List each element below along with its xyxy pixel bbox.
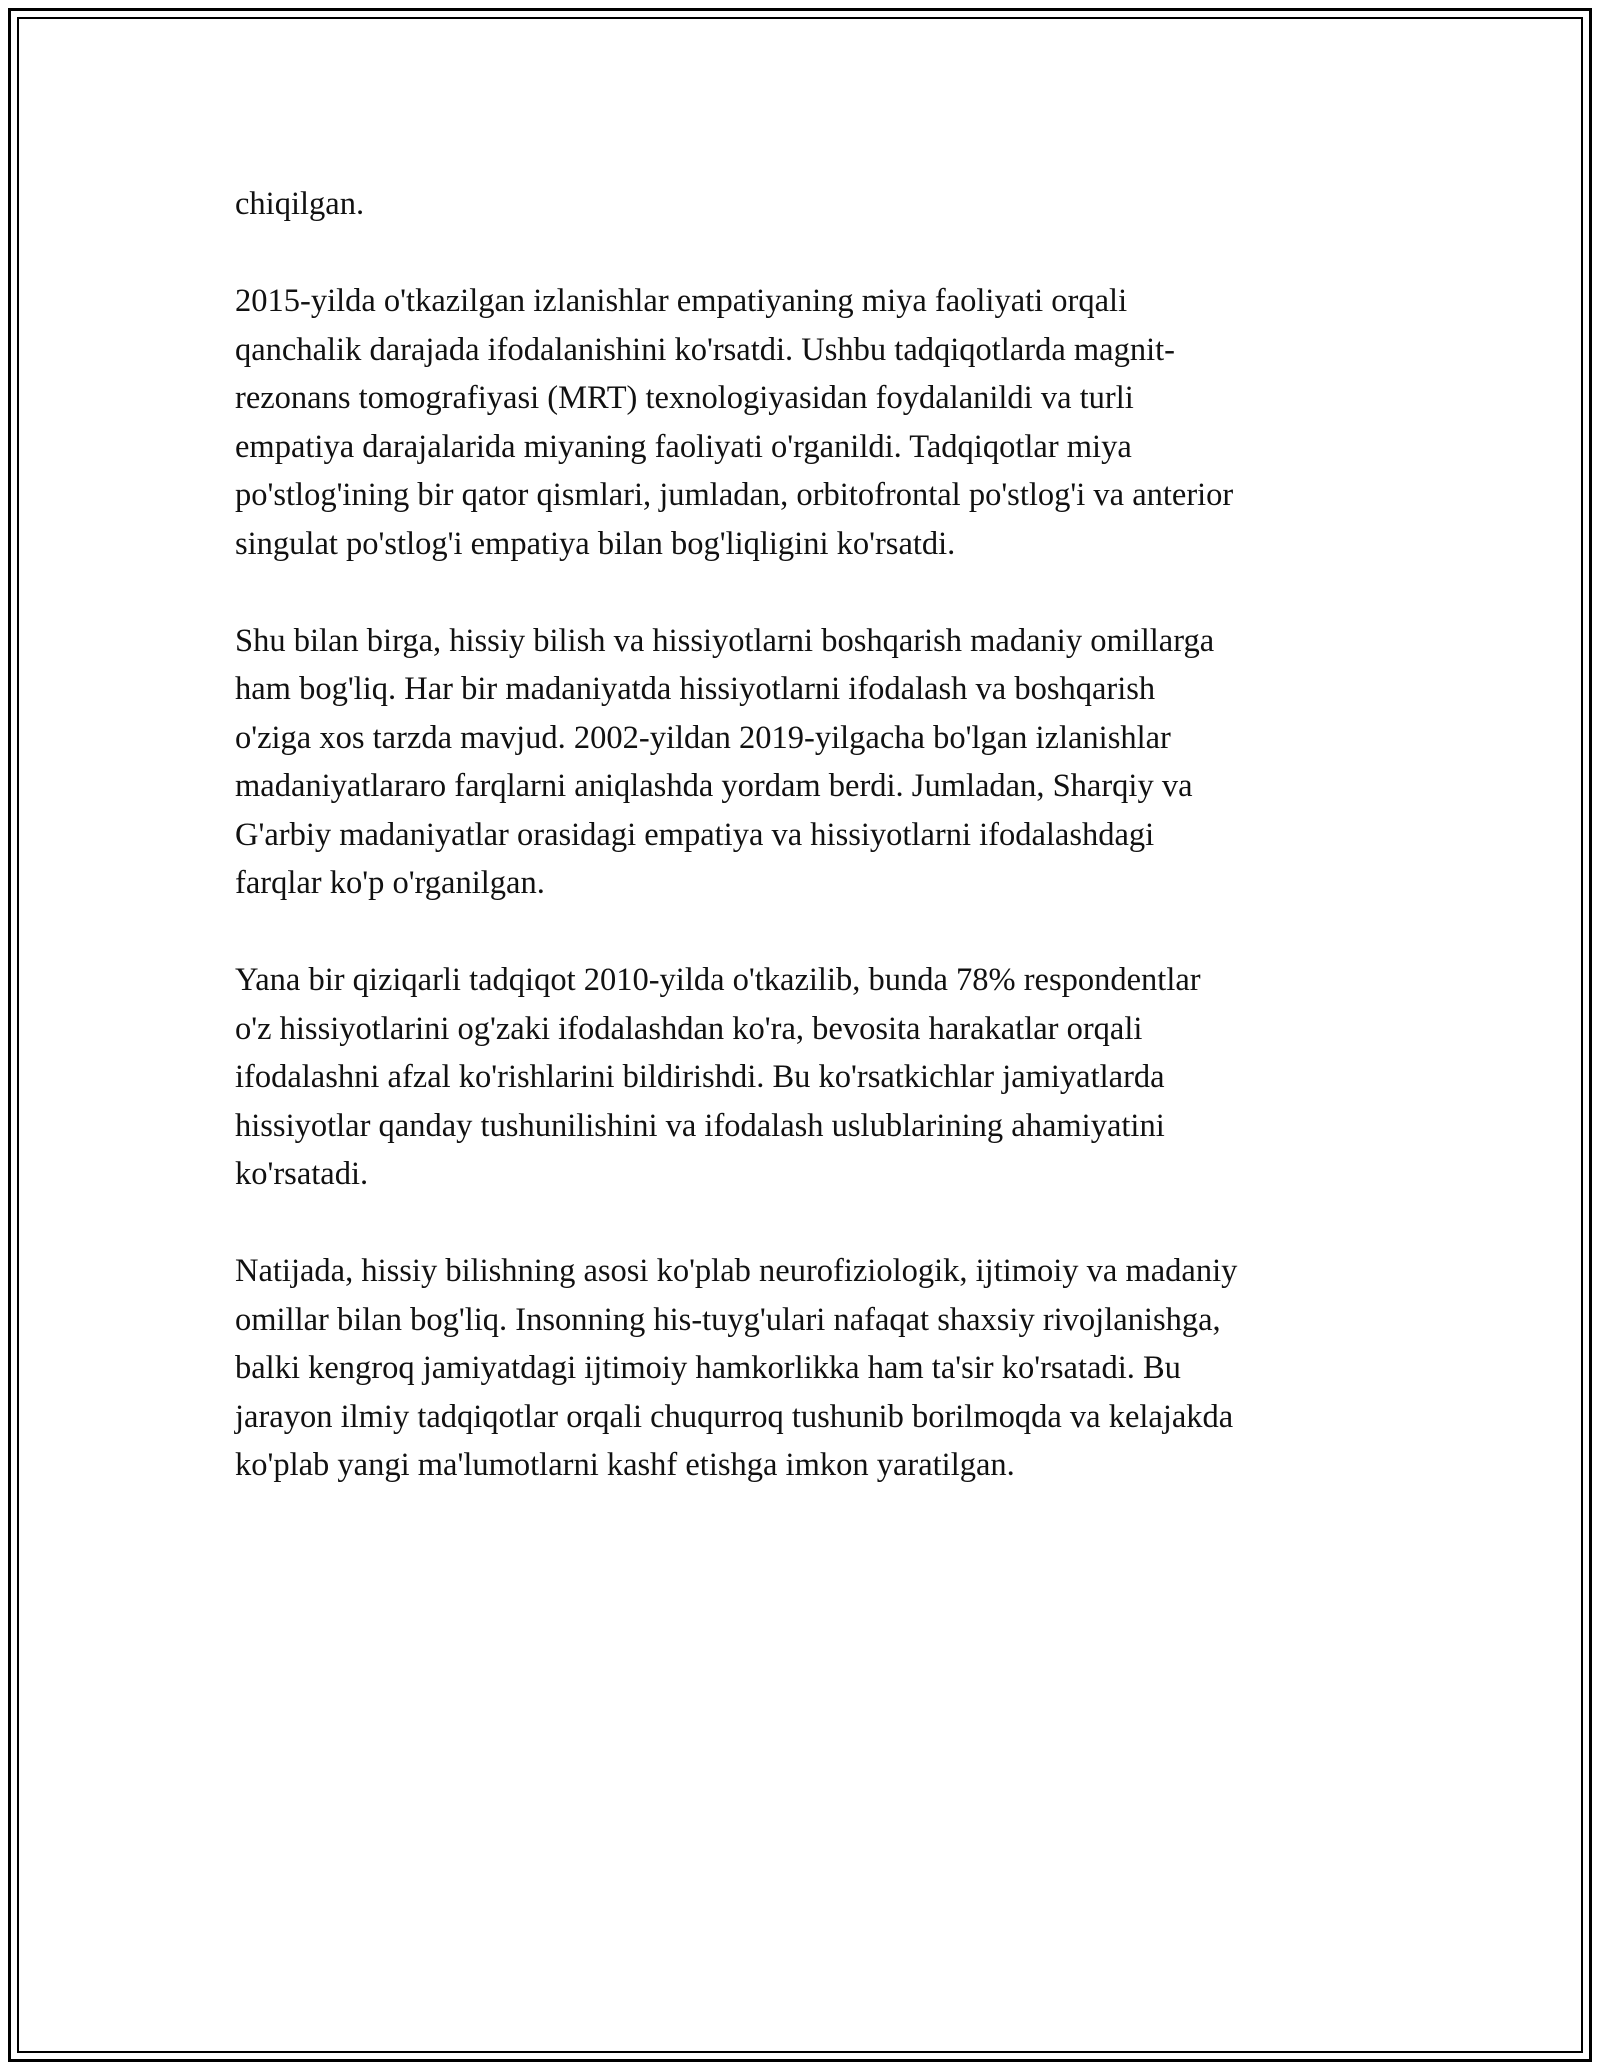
paragraph-2010-study: Yana bir qiziqarli tadqiqot 2010-yilda o'tkazilib, bunda 78% respondentlar o'z hissiyotlarini og'zaki ifodalashdan ko'ra, bevosita harakatlar orqali ifodalashni afzal ko'rishlarini bildirishdi. Bu ko'rsatkichlar jamiyatlarda hissiyotlar qanday tushunilishini va ifodalash uslublarining ahamiyatini ko'rsatadi. [235,962,1201,1192]
paragraph-cultural-factors: Shu bilan birga, hissiy bilish va hissiyotlarni boshqarish madaniy omillarga ham bog'liq. Har bir madaniyatda hissiyotlarni ifodalash va boshqarish o'ziga xos tarzda mavjud. 2002-yildan 2019-yilgacha bo'lgan izlanishlar madaniyatlararo farqlarni aniqlashda yordam berdi. Jumladan, Sharqiy va G'arbiy madaniyatlar orasidagi empatiya va hissiyotlarni ifodalashdagi farqlar ko'p o'rganilgan. [235,622,1215,901]
document-body [235,180,1375,1538]
paragraph-continuation: chiqilgan. [235,186,365,222]
paragraph-mri-study: 2015-yilda o'tkazilgan izlanishlar empatiyaning miya faoliyati orqali qanchalik darajada ifodalanishini ko'rsatdi. Ushbu tadqiqotlarda magnit- rezonans tomografiyasi (MRT) texnologiyasidan foydalanildi va turli empatiya darajalarida miyaning faoliyati o'rganildi. Tadqiqotlar miya po'stlog'ining bir qator qismlari, jumladan, orbitofrontal po'stlog'i va anterior singulat po'stlog'i empatiya bilan bog'liqligini ko'rsatdi. [235,283,1234,562]
paragraph-conclusion: Natijada, hissiy bilishning asosi ko'plab neurofiziologik, ijtimoiy va madaniy omillar bilan bog'liq. Insonning his-tuyg'ulari nafaqat shaxsiy rivojlanishga, balki kengroq jamiyatdagi ijtimoiy hamkorlikka ham ta'sir ko'rsatadi. Bu jarayon ilmiy tadqiqotlar orqali chuqurroq tushunib borilmoqda va kelajakda ko'plab yangi ma'lumotlarni kashf etishga imkon yaratilgan. [235,1253,1238,1483]
